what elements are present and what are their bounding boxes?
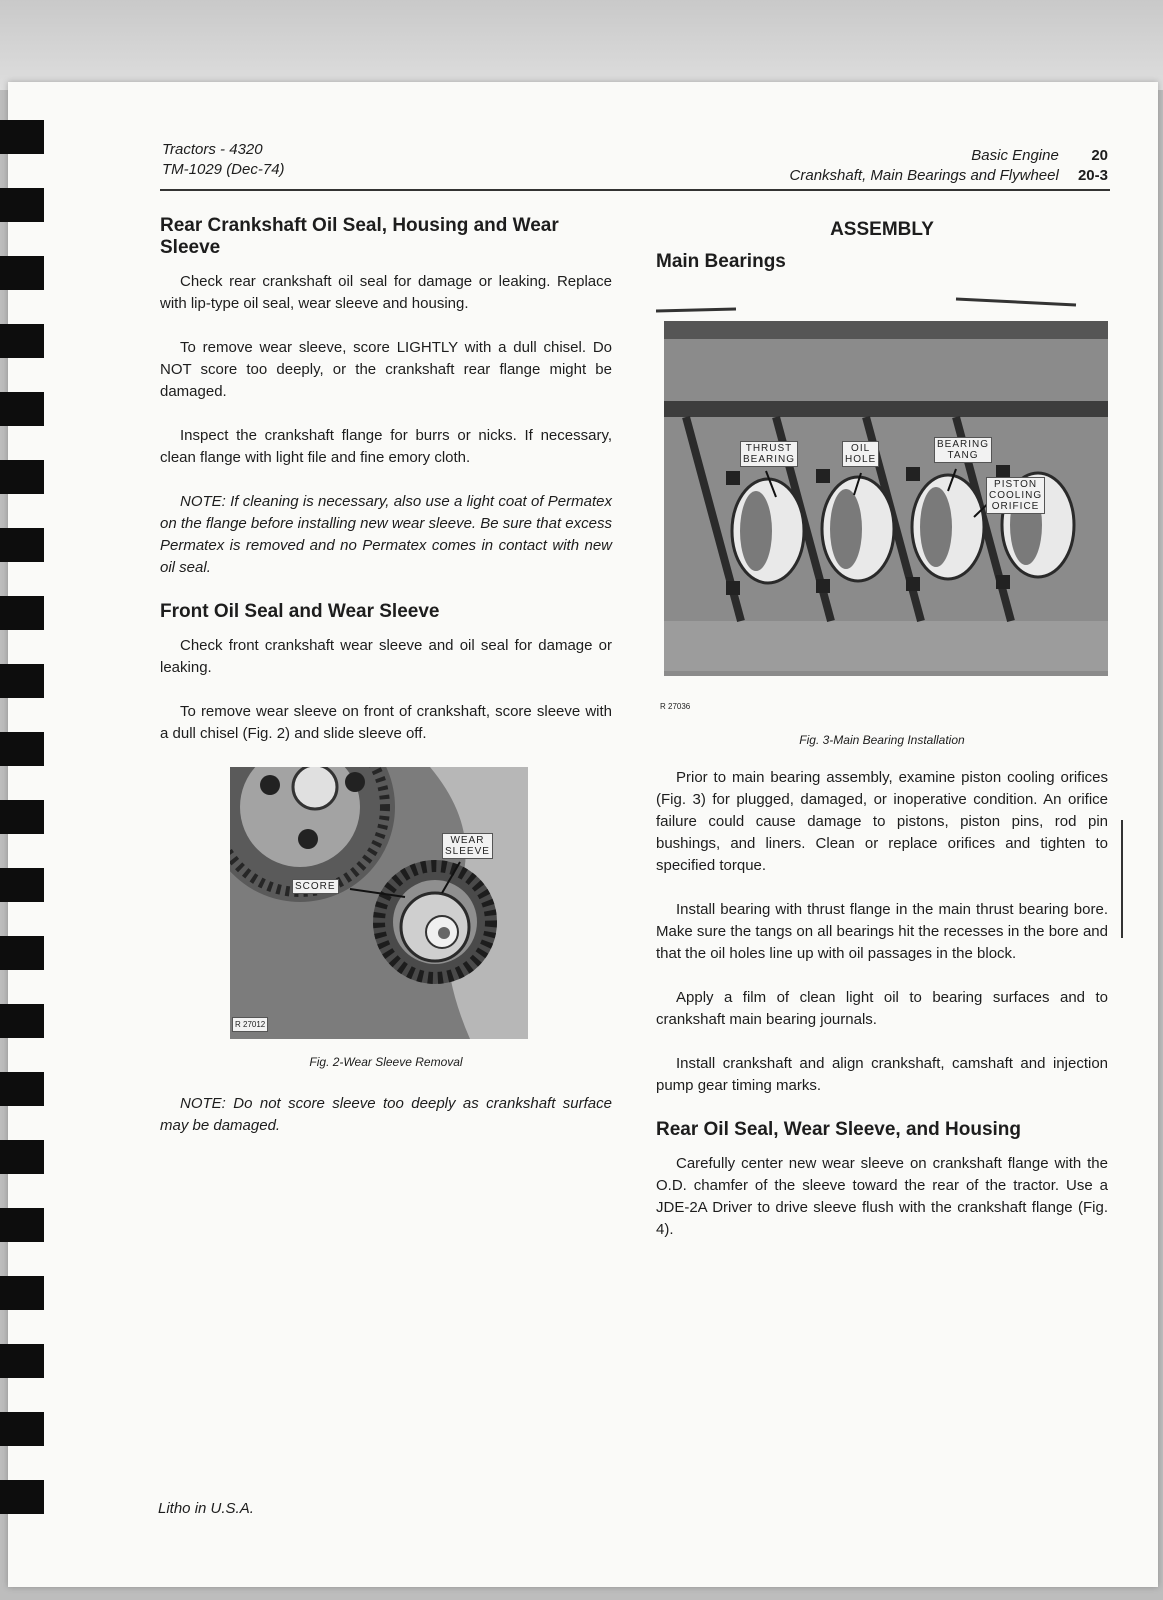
label-score: SCORE [292, 879, 339, 894]
paragraph: Install bearing with thrust flange in the main thrust bearing bore. Make sure the tangs on all bearings hit the recesses in the bore and that the oil holes line up with oil passages in the block. [656, 901, 1108, 962]
header-right [790, 146, 1108, 186]
label-wear-sleeve: WEAR SLEEVE [442, 833, 493, 859]
header-model: Tractors - 4320 [162, 141, 263, 158]
paragraph: Prior to main bearing assembly, examine piston cooling orifices (Fig. 3) for plugged, damaged, or inoperative condition. An orifice failure could cause damage to pistons, piston pins, rod pin bushings, and liners. Clean or replace orifices and tighten to specified torque. [656, 769, 1108, 874]
figure-2-id: R 27012 [232, 1017, 268, 1032]
paragraph: Check front crankshaft wear sleeve and oil seal for damage or leaking. [160, 637, 612, 676]
label-thrust-bearing: THRUST BEARING [740, 441, 798, 467]
paragraph: Check rear crankshaft oil seal for damage or leaking. Replace with lip-type oil seal, wear sleeve and housing. [160, 273, 612, 312]
header-topic: Crankshaft, Main Bearings and Flywheel [789, 167, 1059, 184]
scan-background [0, 0, 1163, 90]
left-column [160, 215, 612, 1159]
gear-illustration [230, 767, 528, 1039]
heading-main-bearings: Main Bearings [656, 251, 786, 272]
paragraph: Inspect the crankshaft flange for burrs or nicks. If necessary, clean flange with light file and fine emory cloth. [160, 427, 612, 466]
paragraph: Carefully center new wear sleeve on crankshaft flange with the O.D. chamfer of the sleeve toward the rear of the tractor. Use a JDE-2A Driver to drive sleeve flush with the crankshaft flange (Fig. 4). [656, 1155, 1108, 1238]
header-page-num: 20-3 [1077, 167, 1108, 184]
heading-front-oil-seal: Front Oil Seal and Wear Sleeve [160, 601, 440, 622]
note: NOTE: Do not score sleeve too deeply as crankshaft surface may be damaged. [160, 1095, 612, 1134]
header-rule [160, 189, 1110, 191]
label-oil-hole: OIL HOLE [842, 441, 879, 467]
heading-rear-oil-seal: Rear Oil Seal, Wear Sleeve, and Housing [656, 1119, 1022, 1140]
paragraph: To remove wear sleeve, score LIGHTLY with a dull chisel. Do NOT score too deeply, or the crankshaft rear flange might be damaged. [160, 339, 612, 400]
paragraph: Apply a film of clean light oil to bearing surfaces and to crankshaft main bearing journals. [656, 989, 1108, 1028]
heading-rear-crankshaft-seal: Rear Crankshaft Oil Seal, Housing and Wear Sleeve [160, 215, 559, 258]
paragraph: To remove wear sleeve on front of crankshaft, score sleeve with a dull chisel (Fig. 2) and slide sleeve off. [160, 703, 612, 742]
figure-3-photo [656, 291, 1108, 721]
figure-2-photo [230, 767, 528, 1039]
note: NOTE: If cleaning is necessary, also use a light coat of Permatex on the flange before installing new wear sleeve. Be sure that excess Permatex is removed and no Permatex comes in contact with new oil seal. [160, 493, 612, 576]
header-section-num: 20 [1091, 147, 1108, 164]
figure-3-caption: Fig. 3-Main Bearing Installation [799, 733, 965, 747]
figure-2-caption: Fig. 2-Wear Sleeve Removal [309, 1055, 463, 1069]
header-left [162, 140, 285, 180]
section-title-assembly: ASSEMBLY [830, 219, 934, 240]
header-section: Basic Engine [971, 147, 1059, 164]
label-bearing-tang: BEARING TANG [934, 437, 992, 463]
paragraph: Install crankshaft and align crankshaft, camshaft and injection pump gear timing marks. [656, 1055, 1108, 1094]
spiral-binding [0, 120, 46, 1560]
revision-bar [1121, 820, 1123, 938]
figure-3-id: R 27036 [660, 702, 691, 711]
footer-litho: Litho in U.S.A. [158, 1500, 254, 1517]
header-tm: TM-1029 (Dec-74) [162, 161, 285, 178]
label-piston-cooling-orifice: PISTON COOLING ORIFICE [986, 477, 1045, 514]
right-column [656, 215, 1108, 1263]
